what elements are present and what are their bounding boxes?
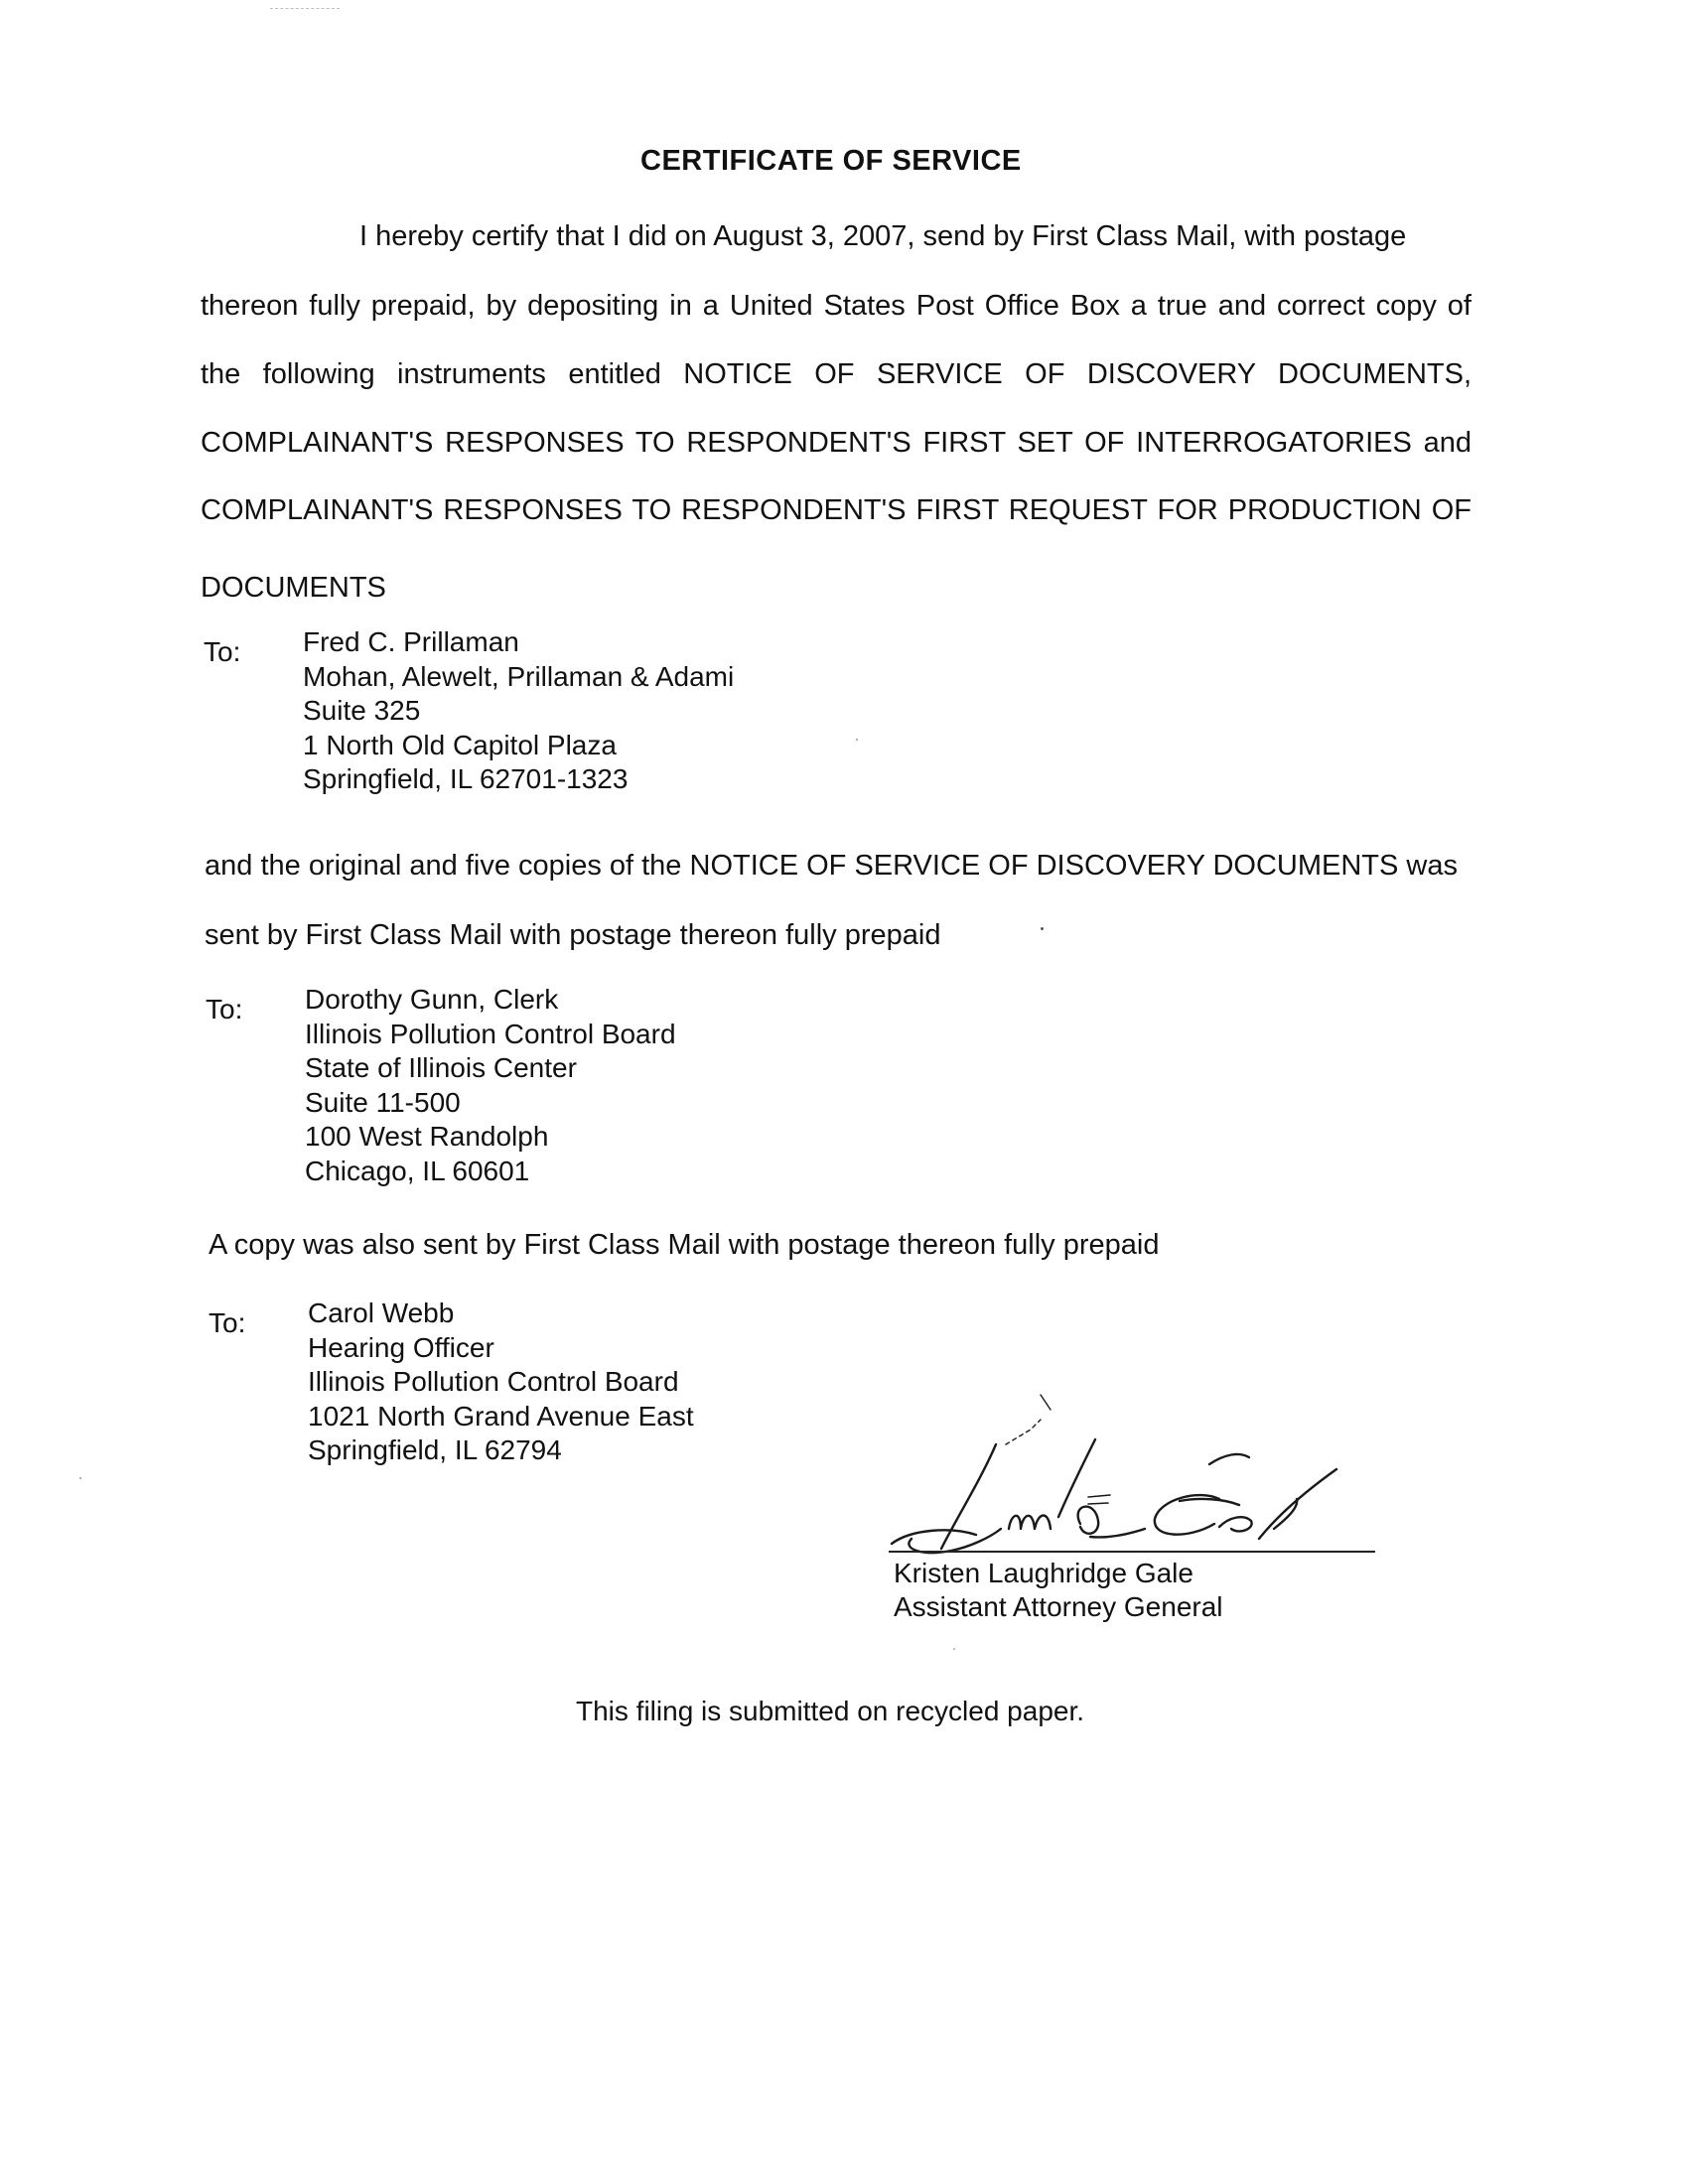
address-line: Dorothy Gunn, Clerk <box>305 984 559 1015</box>
address-line: Chicago, IL 60601 <box>305 1155 530 1186</box>
body-line-6: DOCUMENTS <box>201 572 386 604</box>
address-line: Mohan, Alewelt, Prillaman & Adami <box>303 660 735 692</box>
signature-line <box>889 1551 1375 1553</box>
address-line: Springfield, IL 62701-1323 <box>303 763 629 794</box>
to-label: To: <box>204 636 241 667</box>
handwritten-signature <box>882 1390 1398 1569</box>
to-label: To: <box>206 994 243 1024</box>
body-line-2: thereon fully prepaid, by depositing in a United States Post Office Box a true and correct copy of <box>201 290 1472 322</box>
original-copies-line-2: sent by First Class Mail with postage thereon fully prepaid <box>205 919 941 951</box>
body-line-5: COMPLAINANT'S RESPONSES TO RESPONDENT'S FIRST REQUEST FOR PRODUCTION OF <box>201 494 1472 526</box>
scan-speck <box>856 739 858 741</box>
document-title: CERTIFICATE OF SERVICE <box>640 145 1022 177</box>
address-line: 1021 North Grand Avenue East <box>308 1400 694 1432</box>
address-line: State of Illinois Center <box>305 1052 577 1083</box>
signer-name: Kristen Laughridge Gale <box>894 1558 1193 1588</box>
to-label: To: <box>209 1307 246 1338</box>
address-lines <box>303 625 734 797</box>
body-line-3: the following instruments entitled NOTICE OF SERVICE OF DISCOVERY DOCUMENTS, <box>201 358 1472 390</box>
address-line: Fred C. Prillaman <box>303 626 519 657</box>
address-line: Suite 325 <box>303 695 421 726</box>
signer-block <box>894 1557 1223 1624</box>
recycled-paper-note: This filing is submitted on recycled paper. <box>576 1696 1085 1726</box>
address-line: Illinois Pollution Control Board <box>308 1366 679 1397</box>
address-line: Illinois Pollution Control Board <box>305 1018 676 1049</box>
body-line-1: I hereby certify that I did on August 3, 2007, send by First Class Mail, with postage <box>359 220 1407 252</box>
scan-artifact <box>270 8 340 11</box>
address-lines <box>305 983 676 1188</box>
scan-speck <box>953 1648 955 1650</box>
address-line: Hearing Officer <box>308 1331 494 1363</box>
address-lines <box>308 1297 694 1468</box>
scan-speck <box>79 1477 81 1479</box>
address-line: 100 West Randolph <box>305 1121 549 1152</box>
original-copies-line-1: and the original and five copies of the NOTICE OF SERVICE OF DISCOVERY DOCUMENTS was <box>205 850 1458 882</box>
scan-speck <box>1041 927 1044 930</box>
address-line: Springfield, IL 62794 <box>308 1434 562 1465</box>
address-line: 1 North Old Capitol Plaza <box>303 729 617 760</box>
address-line: Carol Webb <box>308 1297 455 1328</box>
copy-note: A copy was also sent by First Class Mail with postage thereon fully prepaid <box>209 1229 1160 1261</box>
body-line-4: COMPLAINANT'S RESPONSES TO RESPONDENT'S FIRST SET OF INTERROGATORIES and <box>201 427 1472 459</box>
signer-title: Assistant Attorney General <box>894 1591 1223 1622</box>
address-line: Suite 11-500 <box>305 1086 461 1118</box>
